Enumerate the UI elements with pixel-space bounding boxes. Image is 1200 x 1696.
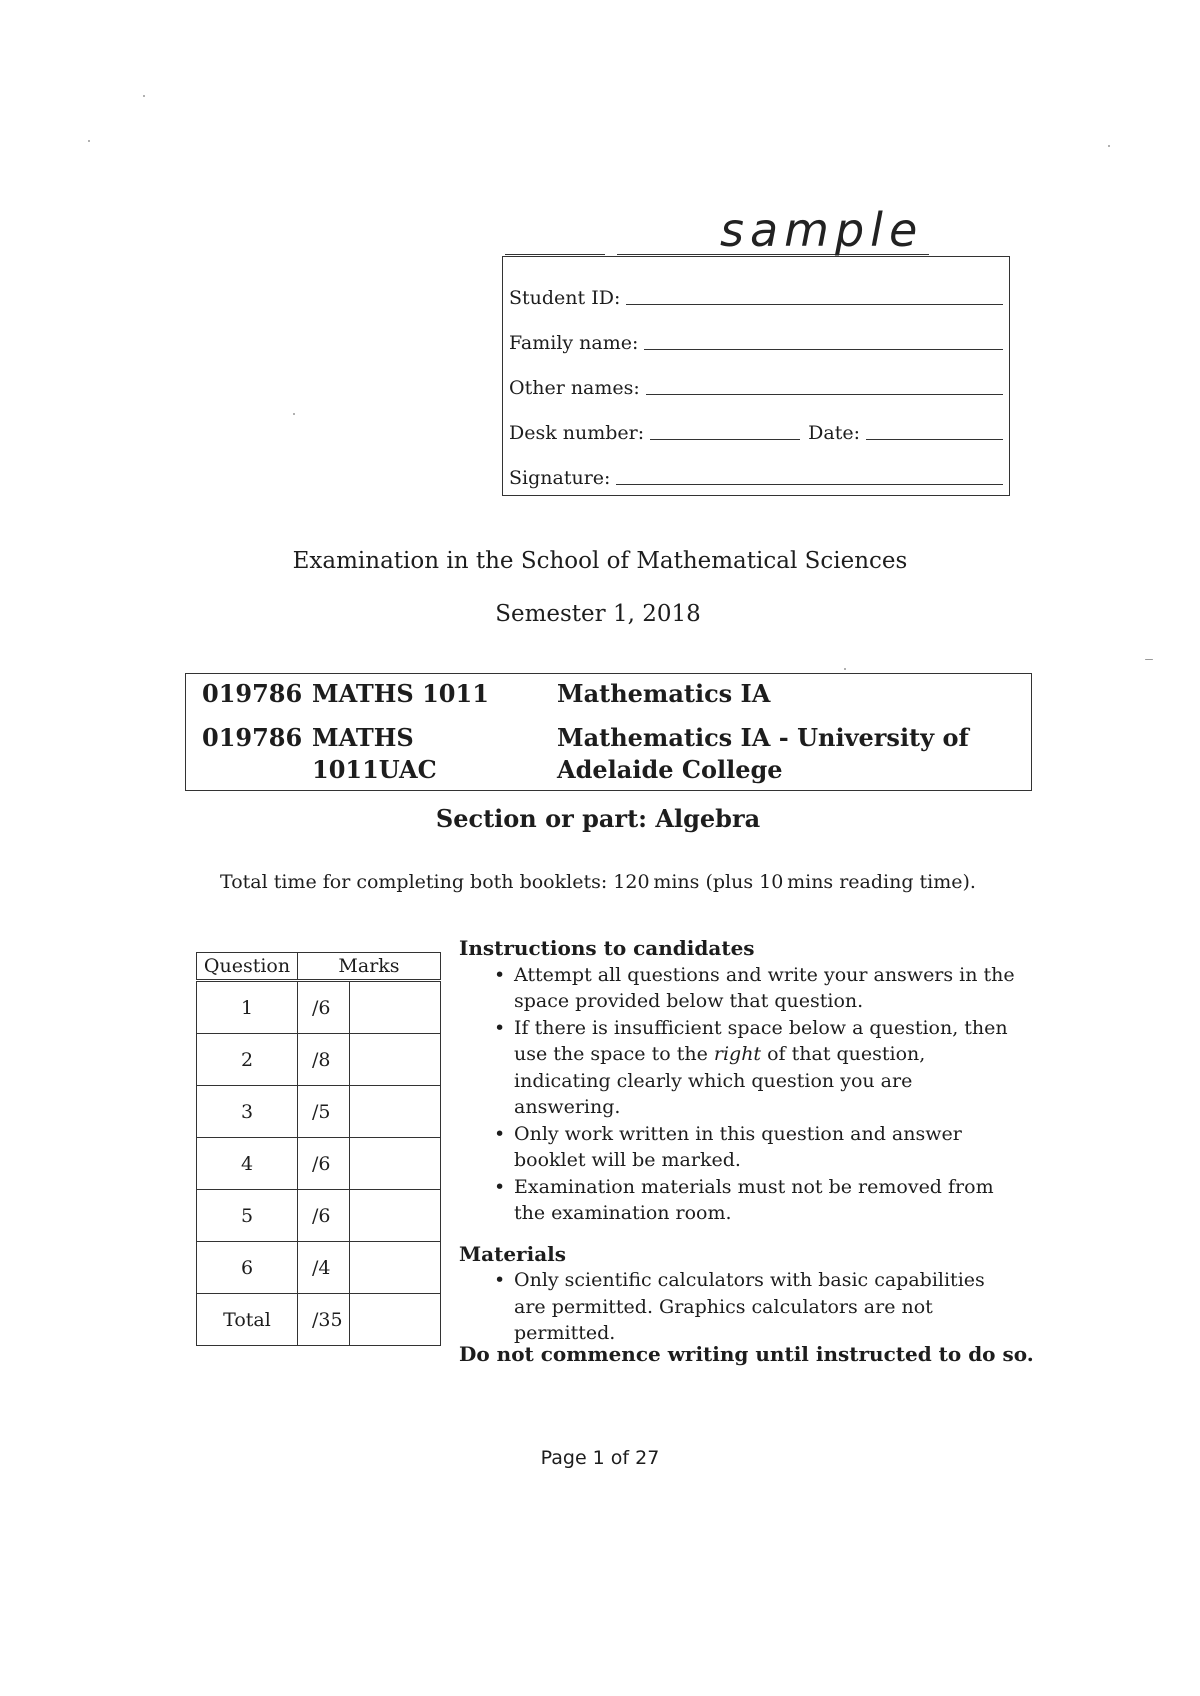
question-number: 1 (197, 981, 298, 1034)
date-label: Date: (808, 422, 861, 444)
instructions-list (459, 962, 1019, 1227)
header-question: Question (197, 953, 298, 981)
course-row (202, 678, 1021, 710)
name-line-left (505, 254, 605, 255)
question-number: 5 (197, 1190, 298, 1242)
score-cell[interactable] (350, 981, 441, 1034)
table-row (197, 1034, 441, 1086)
score-cell[interactable] (350, 1138, 441, 1190)
student-id-row (509, 283, 1003, 309)
instructions-heading: Instructions to candidates (459, 936, 755, 960)
max-marks: /6 (298, 1190, 350, 1242)
signature-field[interactable] (616, 483, 1003, 485)
signature-row (509, 463, 1003, 489)
scan-speck (1145, 659, 1153, 660)
course-title (557, 722, 1021, 786)
family-name-field[interactable] (644, 348, 1003, 350)
question-number: 4 (197, 1138, 298, 1190)
course-subject: MATHS 1011 (312, 679, 489, 708)
scan-speck (1108, 145, 1110, 147)
student-details-box (502, 256, 1010, 496)
marks-table (196, 952, 441, 1346)
scan-speck (293, 413, 295, 415)
list-item: • If there is insufficient space below a question, then use the space to the right of that question, indicating clearly which question you are answering. (514, 1015, 1019, 1121)
other-names-row (509, 373, 1003, 399)
course-row (202, 722, 1021, 786)
other-names-label: Other names: (509, 377, 640, 399)
semester: Semester 1, 2018 (495, 601, 701, 627)
max-marks: /8 (298, 1034, 350, 1086)
date-field[interactable] (866, 438, 1003, 440)
exam-title: Examination in the School of Mathematical Sciences (292, 548, 908, 574)
max-marks: /5 (298, 1086, 350, 1138)
course-title-line2: Adelaide College (557, 755, 783, 784)
materials-heading: Materials (459, 1241, 567, 1266)
signature-label: Signature: (509, 467, 611, 489)
scan-speck (844, 668, 846, 670)
page-number: Page 1 of 27 (540, 1447, 660, 1469)
question-number: 3 (197, 1086, 298, 1138)
course-box (185, 673, 1032, 791)
other-names-field[interactable] (646, 393, 1003, 395)
question-number: 6 (197, 1242, 298, 1294)
student-id-field[interactable] (626, 303, 1003, 305)
family-name-row (509, 328, 1003, 354)
course-title: Mathematics IA (557, 679, 771, 708)
max-marks: /6 (298, 1138, 350, 1190)
student-id-label: Student ID: (509, 287, 621, 309)
table-row (197, 1138, 441, 1190)
course-subject (312, 722, 557, 786)
family-name-label: Family name: (509, 332, 639, 354)
course-subject-line2: 1011UAC (312, 755, 437, 784)
table-row (197, 1242, 441, 1294)
score-cell[interactable] (350, 1086, 441, 1138)
course-title-line1: Mathematics IA - University of (557, 723, 969, 752)
marks-table-header (197, 953, 441, 981)
score-cell[interactable] (350, 1242, 441, 1294)
materials-list (459, 1267, 1019, 1347)
total-score-cell[interactable] (350, 1294, 441, 1346)
question-number: 2 (197, 1034, 298, 1086)
scan-speck (88, 140, 90, 142)
desk-number-label: Desk number: (509, 422, 645, 444)
section-title: Section or part: Algebra (435, 804, 761, 833)
total-time: Total time for completing both booklets: 120 mins (plus 10 mins reading time). (220, 871, 976, 893)
desk-date-row (509, 418, 1003, 444)
total-max-marks: /35 (298, 1294, 350, 1346)
max-marks: /4 (298, 1242, 350, 1294)
handwritten-name: sample (720, 203, 924, 257)
course-code: 019786 (202, 679, 303, 708)
max-marks: /6 (298, 981, 350, 1034)
instructions-panel (459, 935, 1019, 1347)
table-row (197, 1190, 441, 1242)
scan-speck (143, 95, 145, 97)
score-cell[interactable] (350, 1190, 441, 1242)
list-item: • Examination materials must not be removed from the examination room. (514, 1174, 1019, 1227)
course-subject-line1: MATHS (312, 723, 414, 752)
total-label: Total (197, 1294, 298, 1346)
list-item: • Only work written in this question and answer booklet will be marked. (514, 1121, 1019, 1174)
list-item: • Attempt all questions and write your answers in the space provided below that question. (514, 962, 1019, 1015)
table-row-total (197, 1294, 441, 1346)
final-note: Do not commence writing until instructed to do so. (459, 1342, 1034, 1366)
course-code: 019786 (202, 723, 303, 752)
list-item: • Only scientific calculators with basic capabilities are permitted. Graphics calculators are not permitted. (514, 1267, 1019, 1347)
table-row (197, 981, 441, 1034)
table-row (197, 1086, 441, 1138)
header-marks: Marks (298, 953, 441, 981)
desk-number-field[interactable] (650, 438, 800, 440)
score-cell[interactable] (350, 1034, 441, 1086)
